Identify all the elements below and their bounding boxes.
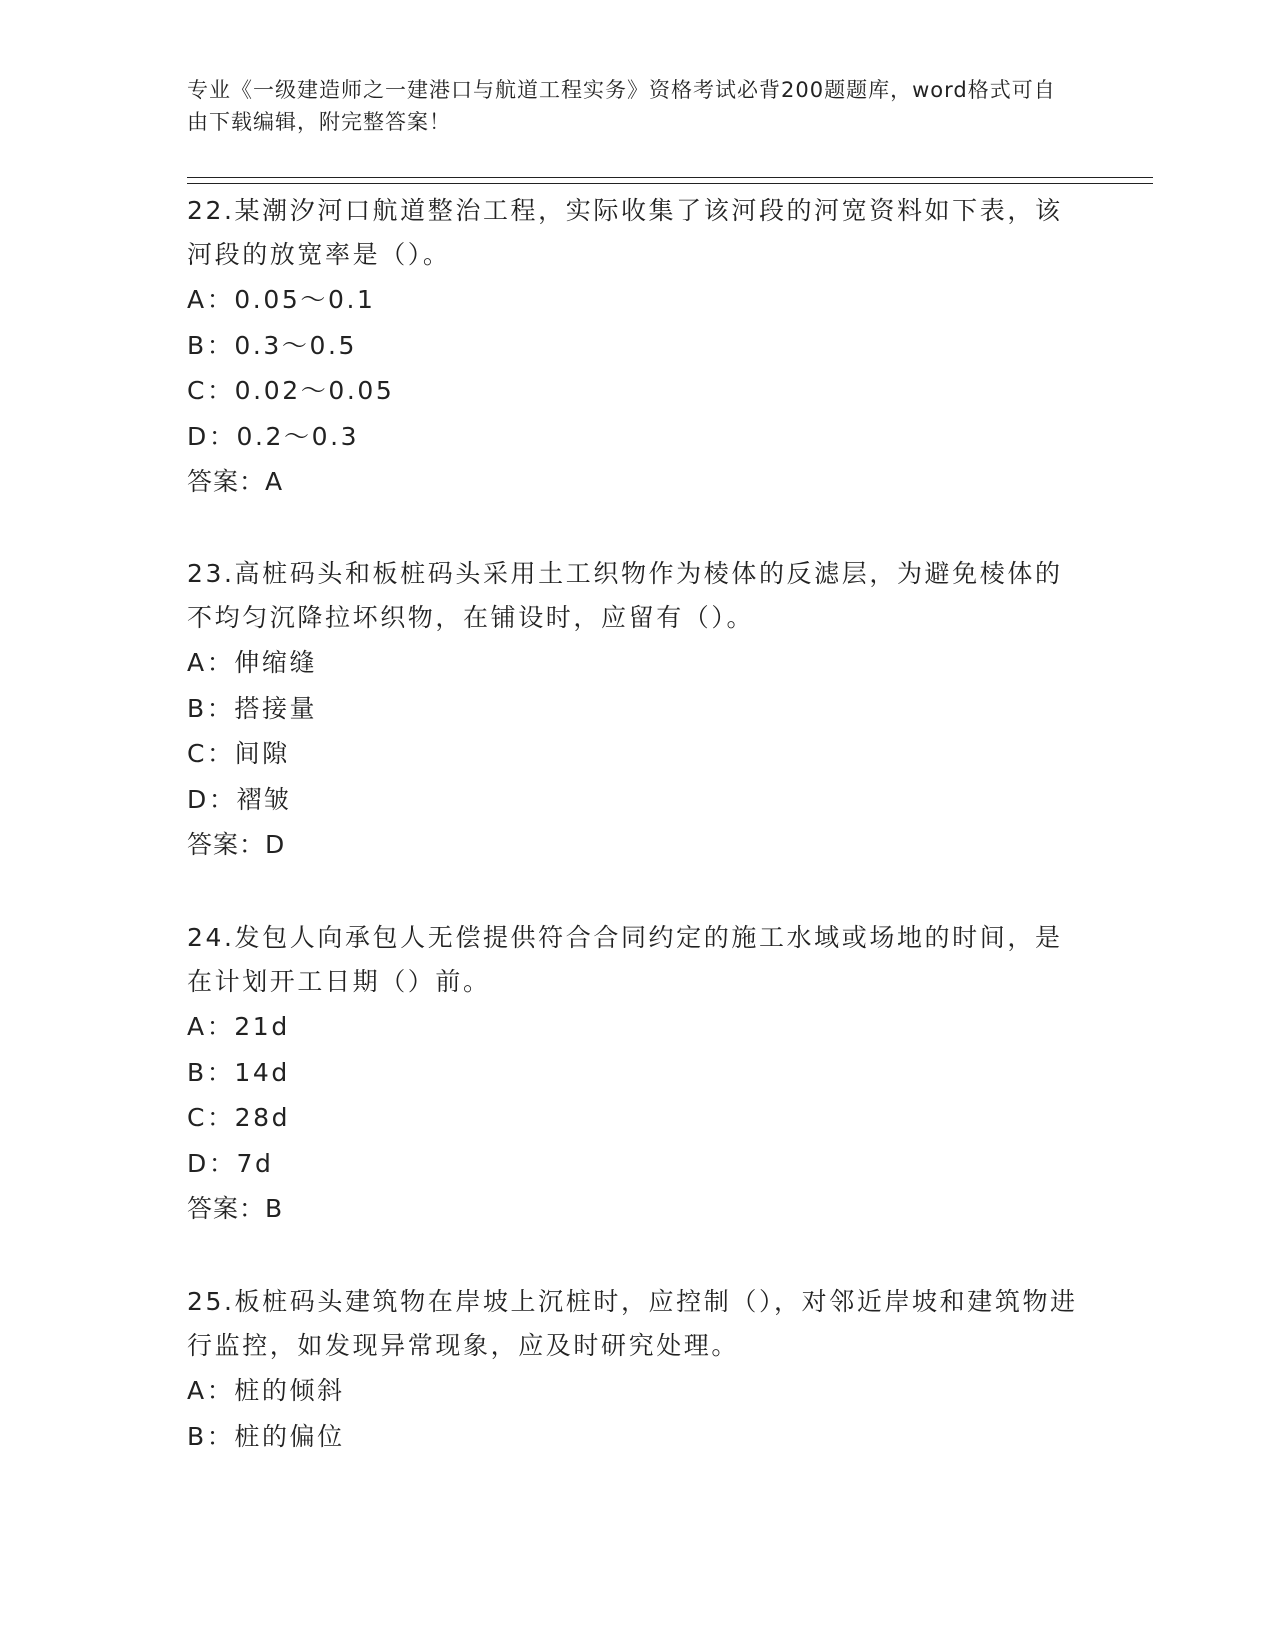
header-divider-bottom [187, 183, 1153, 184]
question-stem: 24.发包人向承包人无偿提供符合合同约定的施工水域或场地的时间，是在计划开工日期（）前。 [187, 923, 1063, 996]
option-d: D：褶皱 [187, 784, 292, 814]
option-a: A：21d [187, 1012, 290, 1041]
answer-line: 答案：A [187, 467, 284, 496]
option-c: C：28d [187, 1103, 291, 1132]
option-c: C：0.02～0.05 [187, 376, 395, 405]
question-24 [187, 916, 1087, 1232]
answer-line: 答案：B [187, 1194, 284, 1223]
document-header: 专业《一级建造师之一建港口与航道工程实务》资格考试必背200题题库，word格式可自由下载编辑，附完整答案！ [187, 78, 1056, 134]
option-a: A：桩的倾斜 [187, 1376, 345, 1405]
question-stem: 22.某潮汐河口航道整治工程，实际收集了该河段的河宽资料如下表，该河段的放宽率是（）。 [187, 196, 1063, 269]
question-stem: 23.高桩码头和板桩码头采用土工织物作为棱体的反滤层，为避免棱体的不均匀沉降拉坏织物，在铺设时，应留有（）。 [187, 559, 1063, 632]
option-b: B：0.3～0.5 [187, 330, 358, 360]
question-25 [187, 1280, 1087, 1459]
option-a: A：伸缩缝 [187, 648, 318, 677]
question-stem: 25.板桩码头建筑物在岸坡上沉桩时，应控制（），对邻近岸坡和建筑物进行监控，如发现异常现象，应及时研究处理。 [187, 1287, 1078, 1360]
option-d: D：7d [187, 1148, 274, 1178]
option-b: B：搭接量 [187, 693, 318, 723]
option-a: A：0.05～0.1 [187, 285, 376, 314]
question-23 [187, 552, 1087, 868]
option-c: C：间隙 [187, 739, 290, 768]
option-b: B：14d [187, 1057, 290, 1087]
header-divider-top [187, 177, 1153, 178]
option-b: B：桩的偏位 [187, 1421, 345, 1451]
option-d: D：0.2～0.3 [187, 421, 360, 451]
answer-line: 答案：D [187, 830, 286, 859]
question-22 [187, 189, 1087, 505]
